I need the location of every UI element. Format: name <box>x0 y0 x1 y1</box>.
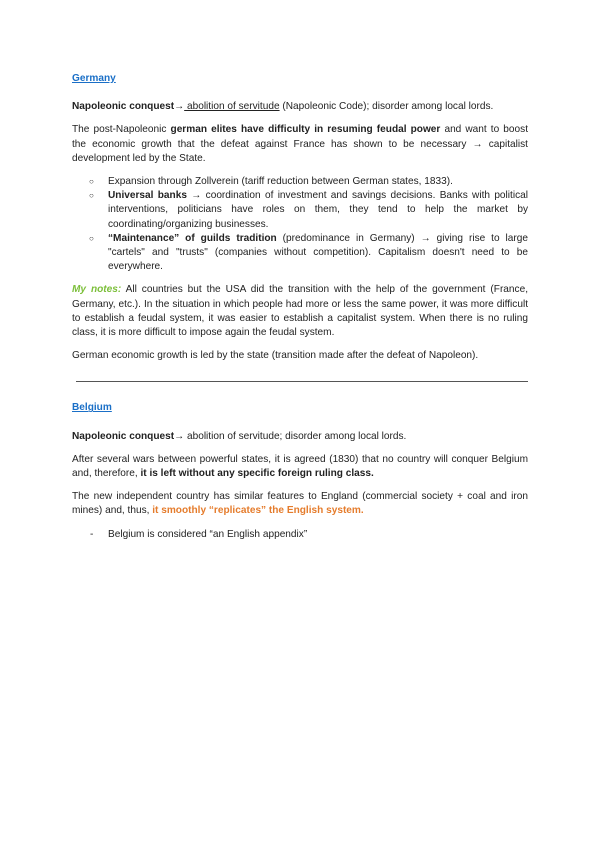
germany-bullet-list <box>72 175 528 274</box>
belgium-paragraph-2 <box>72 453 528 481</box>
belgium-p1-rest: → abolition of servitude; disorder among local lords. <box>174 430 407 442</box>
belgium-paragraph-3 <box>72 490 528 518</box>
bullet-bold: Universal banks <box>108 190 187 202</box>
belgium-p3-pre: The new independent country has similar features to England (commercial society + coal and iron mines) and, thus, <box>72 491 528 517</box>
germany-p1-rest: (Napoleonic Code); disorder among local lords. <box>279 101 494 113</box>
belgium-p2-bold: it is left without any specific foreign ruling class. <box>140 468 374 480</box>
belgium-dash-list <box>72 528 528 542</box>
circle-bullet-icon: ○ <box>89 233 94 243</box>
circle-bullet-icon: ○ <box>89 191 94 201</box>
germany-p2-bold: german elites have difficulty in resuming feudal power <box>170 124 441 136</box>
list-item <box>72 175 528 189</box>
germany-p2-pre: The post-Napoleonic <box>72 124 171 136</box>
belgium-paragraph-1 <box>72 430 528 444</box>
bullet-text: Expansion through Zollverein (tariff reduction between German states, 1833). <box>108 176 453 188</box>
germany-paragraph-1 <box>72 100 528 114</box>
list-item <box>72 232 528 275</box>
notes-text: All countries but the USA did the transition with the help of the government (France, Germany, etc.). In the situation in which people had more or less the same power, it was more difficult to establish a feudal system, it was easier to establish a capitalist system. When there is no ruling class, it is more difficult to impose again the feudal system. <box>72 284 528 339</box>
germany-p1-bold: Napoleonic conquest <box>72 101 175 113</box>
bullet-bold: “Maintenance” of guilds tradition <box>108 232 277 244</box>
germany-p2-post: and want to boost the economic growth that the defeat against France has shown to be necessary → capitalist development led by the State. <box>72 124 528 164</box>
bullet-text: (predominance in Germany) → giving rise to large "cartels" and "trusts" (companies without competition). Capitalism doesn't need to be everywhere. <box>108 232 528 273</box>
list-item <box>72 189 528 232</box>
germany-p1-arrow: → <box>174 101 185 113</box>
dash-bullet-icon: - <box>90 528 94 540</box>
germany-growth: German economic growth is led by the state (transition made after the defeat of Napoleon). <box>72 350 479 362</box>
notes-label: My notes: <box>72 284 122 296</box>
germany-p1-underlined: abolition of servitude <box>184 101 280 113</box>
germany-paragraph-2 <box>72 123 528 166</box>
belgium-heading: Belgium <box>72 402 112 414</box>
circle-bullet-icon: ○ <box>89 177 94 187</box>
list-item <box>72 528 528 542</box>
section-divider <box>76 381 528 382</box>
germany-notes <box>72 283 528 340</box>
belgium-p3-highlight: it smoothly “replicates” the English system. <box>152 505 364 517</box>
dash-item-text: Belgium is considered “an English appendix” <box>108 528 308 540</box>
document-content <box>72 72 528 542</box>
bullet-text: → coordination of investment and savings decisions. Banks with political interventions, politicians have roles on them, they tend to help the market by coordinating/organizing businesses. <box>108 190 528 230</box>
belgium-p1-bold: Napoleonic conquest <box>72 430 175 442</box>
germany-heading: Germany <box>72 73 116 84</box>
belgium-p2-pre: After several wars between powerful states, it is agreed (1830) that no country will conquer Belgium and, therefore, <box>72 453 528 480</box>
